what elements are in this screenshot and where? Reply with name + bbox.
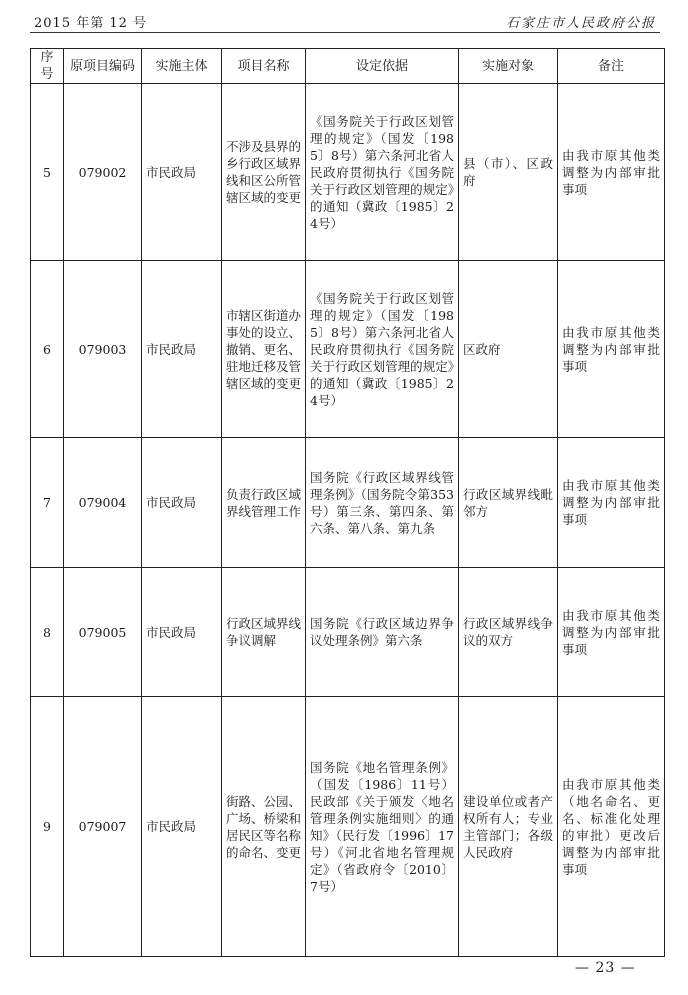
page-number: — 23 — [575,960,636,976]
cell-basis: 《国务院关于行政区划管理的规定》（国发〔1985〕8号）第六条河北省人民政府贯彻执行《国务院关于行政区划管理的规定》的通知（冀政〔1985〕24号） [306,84,459,261]
page-header [30,10,660,33]
cell-code: 079005 [64,568,142,697]
issue-label: 2015 年第 12 号 [34,16,148,31]
col-header-agency: 实施主体 [142,49,222,84]
cell-name: 行政区域界线争议调解 [222,568,306,697]
cell-agency: 市民政局 [142,568,222,697]
cell-agency: 市民政局 [142,261,222,438]
cell-name: 街路、公园、广场、桥梁和居民区等名称的命名、变更 [222,697,306,957]
cell-agency: 市民政局 [142,438,222,568]
table-row [31,261,665,438]
cell-code: 079007 [64,697,142,957]
cell-no: 6 [31,261,64,438]
col-header-no: 序号 [31,49,64,84]
cell-agency: 市民政局 [142,697,222,957]
cell-note: 由我市原其他类调整为内部审批事项 [558,568,665,697]
cell-no: 8 [31,568,64,697]
cell-note: 由我市原其他类调整为内部审批事项 [558,438,665,568]
cell-target: 区政府 [459,261,558,438]
cell-note: 由我市原其他类调整为内部审批事项 [558,261,665,438]
cell-target: 县（市）、区政府 [459,84,558,261]
col-header-code: 原项目编码 [64,49,142,84]
table-row [31,84,665,261]
cell-no: 9 [31,697,64,957]
cell-target: 行政区域界线争议的双方 [459,568,558,697]
cell-no: 7 [31,438,64,568]
table-row [31,697,665,957]
col-header-target: 实施对象 [459,49,558,84]
cell-basis: 国务院《地名管理条例》（国发〔1986〕11号）民政部《关于颁发〈地名管理条例实施细则〉的通知》（民行发〔1996〕17号）《河北省地名管理规定》（省政府令〔2010〕7号） [306,697,459,957]
table-header-row [31,49,665,84]
publication-title: 石家庄市人民政府公报 [505,16,656,31]
cell-basis: 国务院《行政区域界线管理条例》（国务院令第353号）第三条、第四条、第六条、第八条、第九条 [306,438,459,568]
cell-note: 由我市原其他类（地名命名、更名、标准化处理的审批）更改后调整为内部审批事项 [558,697,665,957]
col-header-note: 备注 [558,49,665,84]
cell-code: 079002 [64,84,142,261]
cell-target: 行政区域界线毗邻方 [459,438,558,568]
cell-name: 负责行政区域界线管理工作 [222,438,306,568]
approval-items-table [30,48,665,957]
cell-target: 建设单位或者产权所有人；专业主管部门；各级人民政府 [459,697,558,957]
cell-no: 5 [31,84,64,261]
cell-agency: 市民政局 [142,84,222,261]
cell-code: 079003 [64,261,142,438]
cell-basis: 《国务院关于行政区划管理的规定》（国发〔1985〕8号）第六条河北省人民政府贯彻执行《国务院关于行政区划管理的规定》的通知（冀政〔1985〕24号） [306,261,459,438]
cell-name: 不涉及县界的乡行政区域界线和区公所管辖区域的变更 [222,84,306,261]
col-header-name: 项目名称 [222,49,306,84]
table-row [31,438,665,568]
cell-code: 079004 [64,438,142,568]
cell-basis: 国务院《行政区域边界争议处理条例》第六条 [306,568,459,697]
cell-name: 市辖区街道办事处的设立、撤销、更名、驻地迁移及管辖区域的变更 [222,261,306,438]
col-header-basis: 设定依据 [306,49,459,84]
table-row [31,568,665,697]
cell-note: 由我市原其他类调整为内部审批事项 [558,84,665,261]
